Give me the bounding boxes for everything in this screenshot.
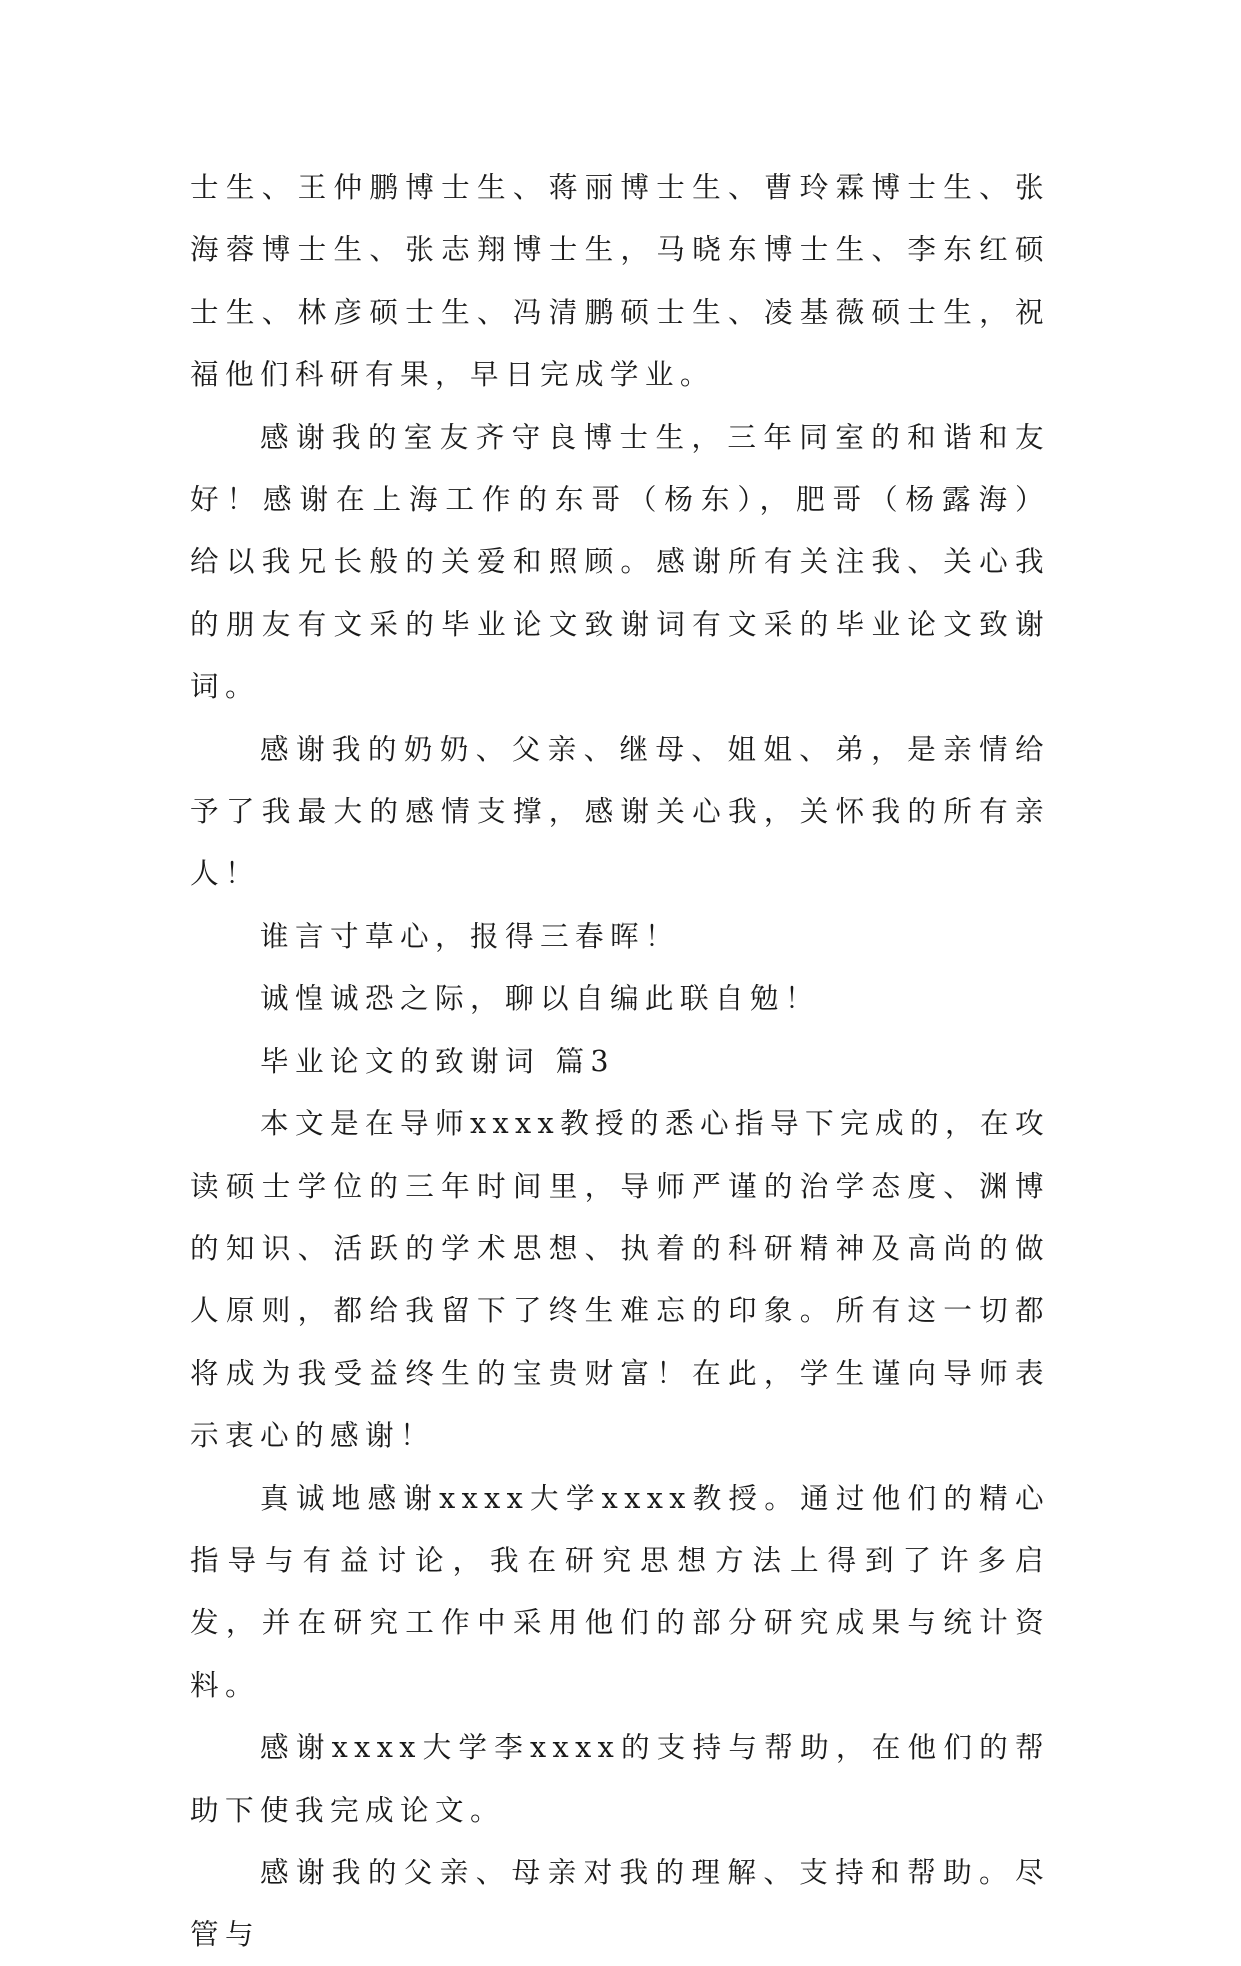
section-heading: 毕业论文的致谢词 篇3: [260, 1043, 616, 1078]
paragraph-poem-line-2: 诚惶诚恐之际，聊以自编此联自勉！: [260, 981, 820, 1016]
paragraph-professor: 真诚地感谢xxxx大学xxxx教授。通过他们的精心指导与有益讨论，我在研究思想方法上得到了许多启发，并在研究工作中采用他们的部分研究成果与统计资料。: [190, 1480, 1050, 1702]
paragraph-parents: 感谢我的父亲、母亲对我的理解、支持和帮助。尽管与: [190, 1854, 1050, 1952]
paragraph-roommate: 感谢我的室友齐守良博士生，三年同室的和谐和友好！感谢在上海工作的东哥（杨东），肥哥（杨露海）给以我兄长般的关爱和照顾。感谢所有关注我、关心我的朋友有文采的毕业论文致谢词有文采的毕业论文致谢词。: [190, 419, 1050, 704]
document-body: [190, 156, 1050, 1966]
paragraph-classmates: 士生、王仲鹏博士生、蒋丽博士生、曹玲霖博士生、张海蓉博士生、张志翔博士生，马晓东博士生、李东红硕士生、林彦硕士生、冯清鹏硕士生、凌基薇硕士生，祝福他们科研有果，早日完成学业。: [190, 170, 1050, 392]
paragraph-advisor: 本文是在导师xxxx教授的悉心指导下完成的，在攻读硕士学位的三年时间里，导师严谨的治学态度、渊博的知识、活跃的学术思想、执着的科研精神及高尚的做人原则，都给我留下了终生难忘的印象。所有这一切都将成为我受益终生的宝贵财富！在此，学生谨向导师表示衷心的感谢！: [190, 1106, 1050, 1453]
paragraph-university-support: 感谢xxxx大学李xxxx的支持与帮助，在他们的帮助下使我完成论文。: [190, 1730, 1050, 1827]
paragraph-family: 感谢我的奶奶、父亲、继母、姐姐、弟，是亲情给予了我最大的感情支撑，感谢关心我，关怀我的所有亲人！: [190, 731, 1050, 891]
paragraph-poem-line-1: 谁言寸草心，报得三春晖！: [260, 918, 680, 953]
